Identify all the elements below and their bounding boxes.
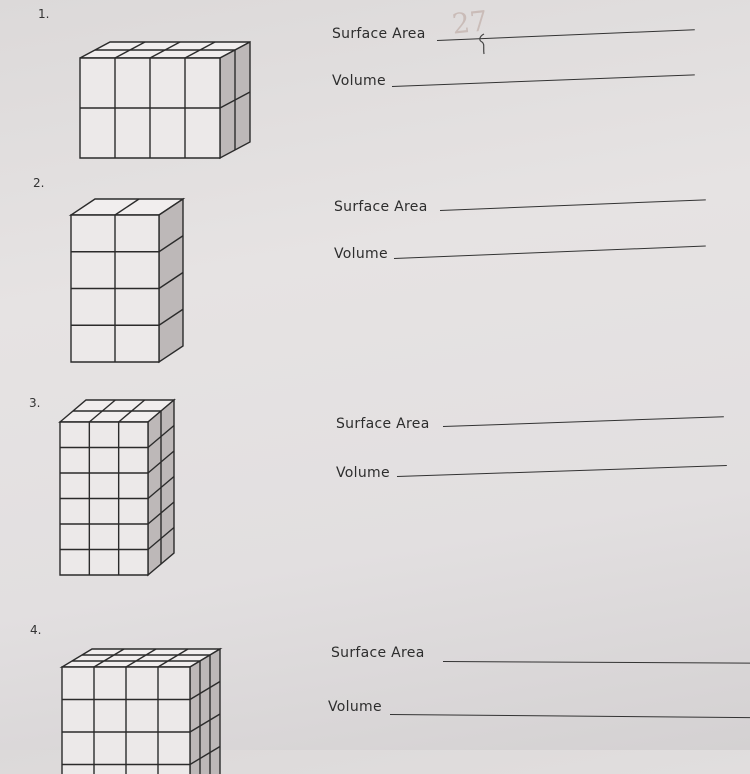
volume-answer-line[interactable]: [390, 714, 750, 718]
volume-label: Volume: [336, 465, 390, 481]
rectangular-prism-figure: [50, 394, 175, 584]
volume-label: Volume: [332, 73, 386, 89]
problem-2: [0, 170, 750, 390]
problem-number: 3.: [29, 396, 41, 410]
volume-label: Volume: [334, 246, 388, 262]
problem-number: 4.: [30, 623, 42, 637]
problem-3: [0, 390, 750, 610]
problem-number: 2.: [33, 176, 45, 190]
rectangular-prism-figure: [62, 185, 182, 367]
surface-area-answer-line[interactable]: [443, 661, 750, 664]
volume-answer-line[interactable]: [394, 245, 706, 259]
surface-area-answer-handwriting: 27: [450, 4, 490, 41]
surface-area-label: Surface Area: [331, 645, 425, 661]
surface-area-label: Surface Area: [334, 199, 428, 215]
problem-1: [0, 0, 750, 180]
surface-area-answer-line[interactable]: [440, 199, 706, 211]
problem-number: 1.: [38, 7, 50, 21]
volume-answer-line[interactable]: [392, 74, 695, 87]
rectangular-prism-figure: [52, 639, 217, 774]
volume-label: Volume: [328, 699, 382, 715]
rectangular-prism-figure: [70, 18, 255, 128]
problem-4: [0, 615, 750, 750]
volume-answer-line[interactable]: [397, 465, 727, 477]
surface-area-answer-line[interactable]: [443, 416, 724, 427]
surface-area-label: Surface Area: [336, 416, 430, 432]
surface-area-label: Surface Area: [332, 26, 426, 42]
pencil-mark-icon: [474, 28, 494, 58]
